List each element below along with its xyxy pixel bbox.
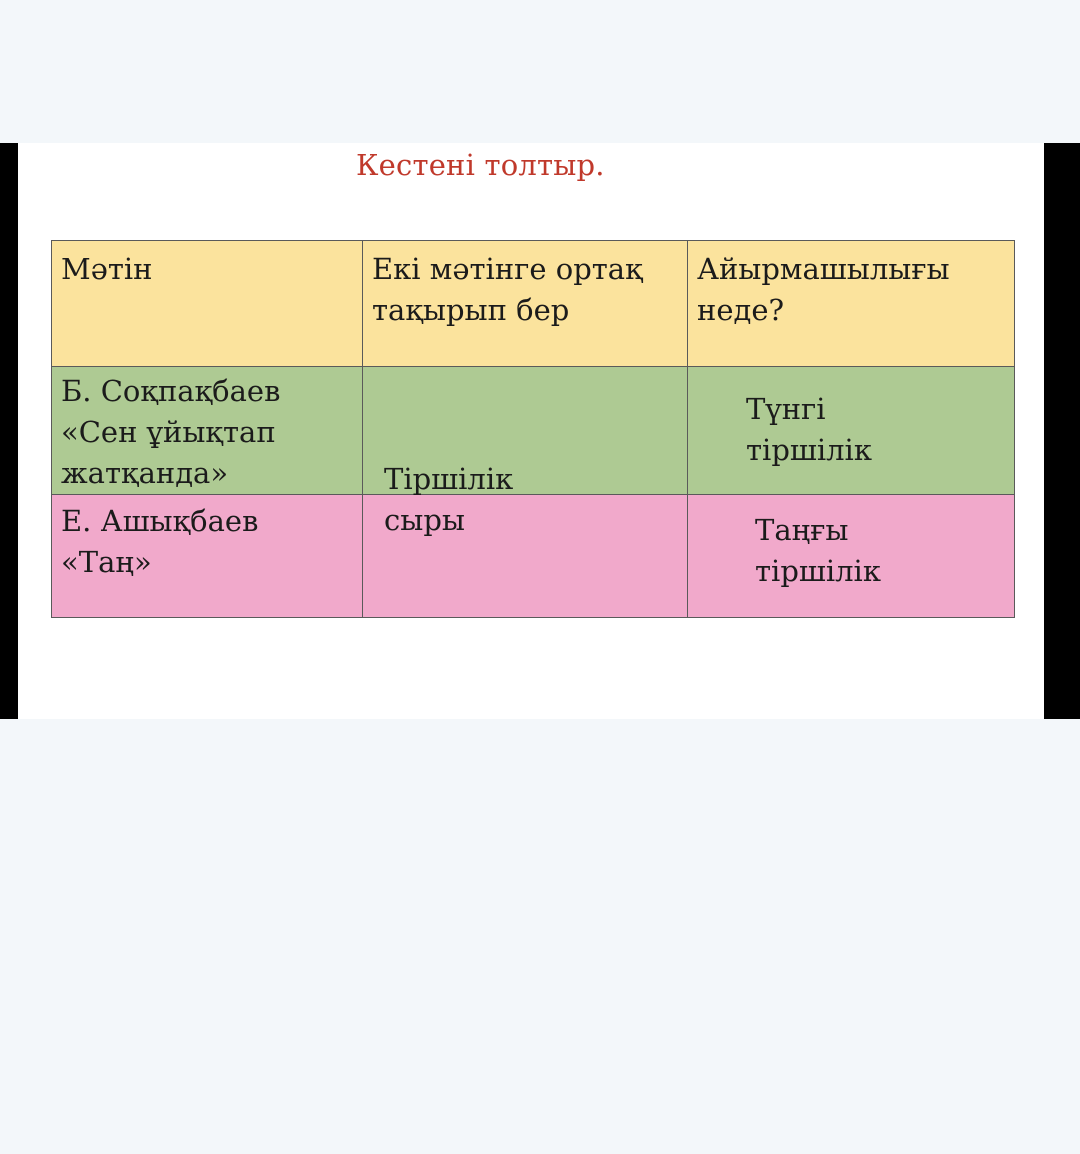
slide [18,143,1044,719]
row1-text-line-1: Б. Соқпақбаев [61,374,281,408]
row2-difference-line-2: тіршілік [755,554,881,588]
row2-text-cell [52,495,363,618]
row1-text-line-3: жатқанда» [61,456,229,490]
row1-text-line-2: «Сен ұйықтап [61,415,276,449]
row1-difference-answer [746,389,872,471]
common-topic-line-1: Тіршілік [384,462,514,496]
row2-difference-line-1: Таңғы [755,513,849,547]
header-cell-difference [688,241,1015,367]
header-difference-line-1: Айырмашылығы [697,252,950,286]
header-text-line: Мәтін [61,252,153,286]
slide-title: Кестені толтыр. [356,148,605,182]
row2-difference-answer [755,510,881,592]
row2-text-line-1: Е. Ашықбаев [61,504,259,538]
header-common-line-2: тақырып бер [372,293,570,327]
header-cell-text [52,241,363,367]
slide-frame [0,143,1080,719]
common-topic-answer [384,459,513,541]
row1-difference-line-2: тіршілік [746,433,872,467]
row2-text-line-2: «Таң» [61,545,152,579]
header-difference-line-2: неде? [697,293,785,327]
header-common-line-1: Екі мәтінге ортақ [372,252,643,286]
header-cell-common-topic [363,241,688,367]
row1-difference-line-1: Түнгі [746,392,826,426]
row1-text-cell [52,367,363,495]
common-topic-line-2: сыры [384,503,465,537]
table-header-row [52,241,1015,367]
